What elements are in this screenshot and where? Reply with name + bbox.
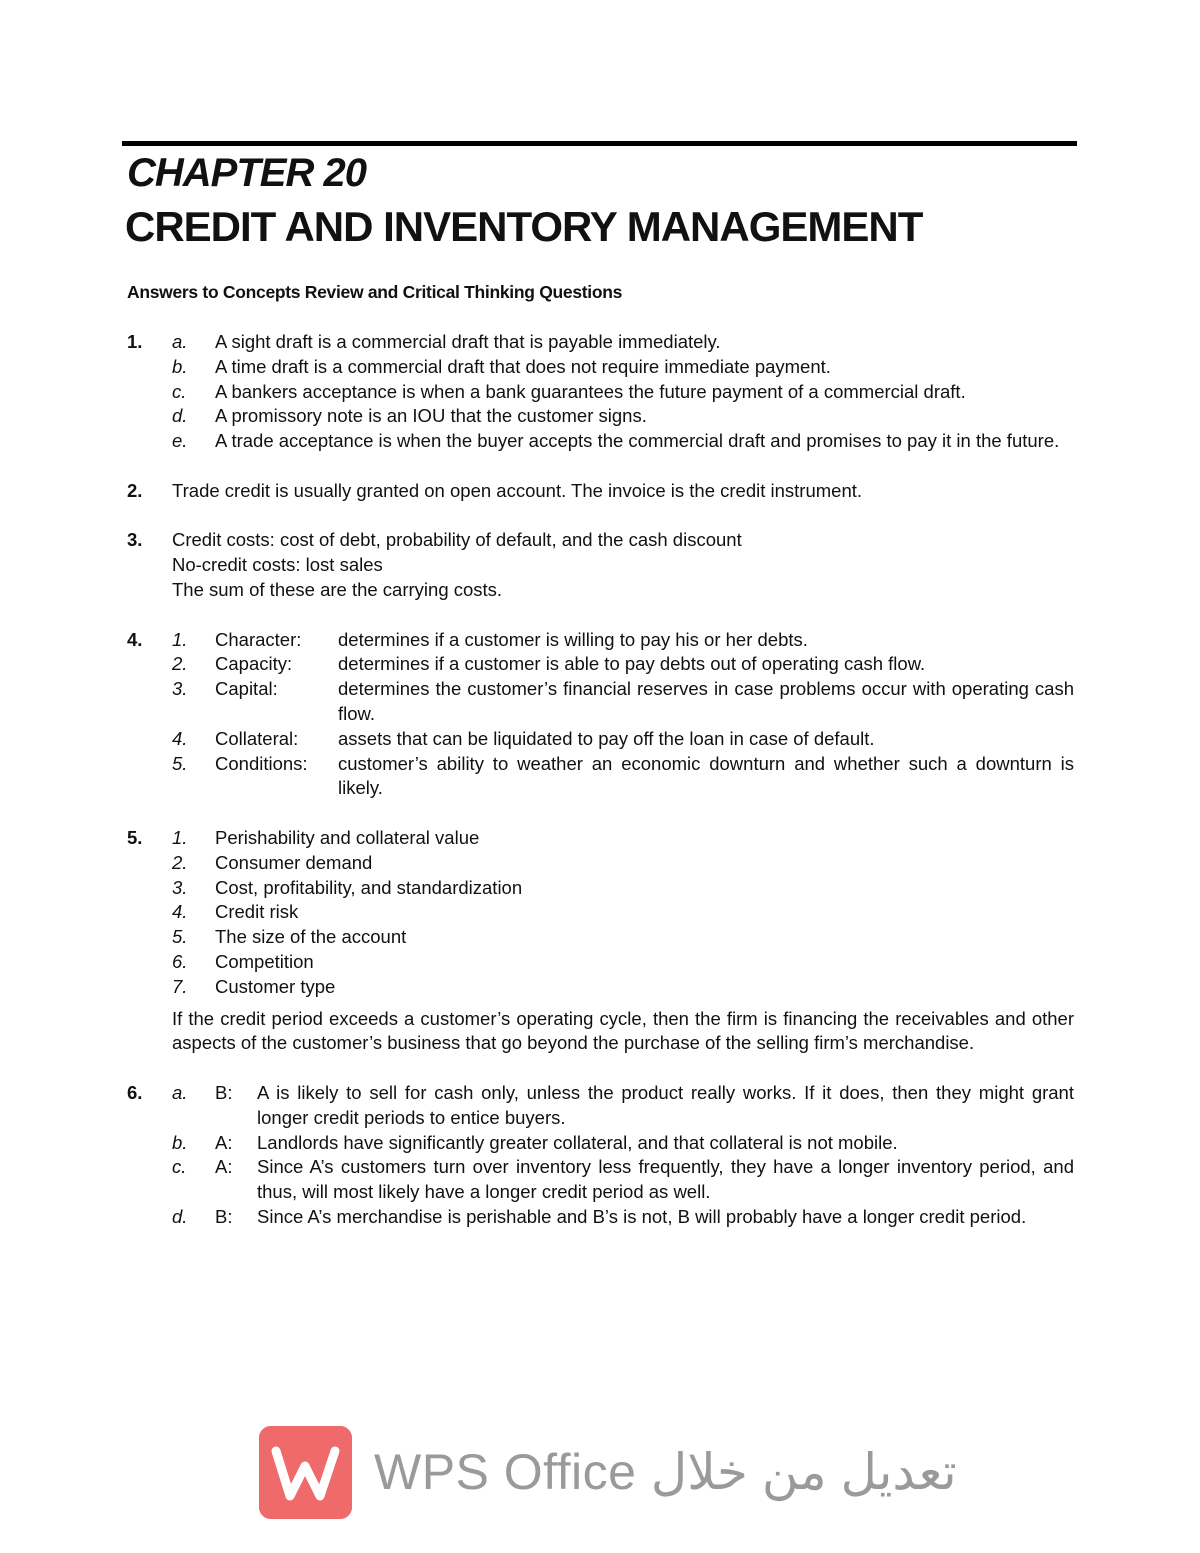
question-5: [127, 826, 1074, 1056]
list-item: 4. Collateral: assets that can be liquidated to pay off the loan in case of default.: [172, 727, 875, 749]
question-3: [127, 528, 1074, 602]
chapter-number: CHAPTER 20: [127, 151, 366, 195]
list-item: e. A trade acceptance is when the buyer accepts the commercial draft and promises to pay it in the future.: [172, 430, 1060, 452]
question-number: 4.: [127, 628, 143, 650]
answer-line: No-credit costs: lost sales: [172, 554, 383, 576]
chapter-title: CREDIT AND INVENTORY MANAGEMENT: [125, 203, 923, 250]
question-number: 6.: [127, 1081, 143, 1103]
list-item: b. A: Landlords have significantly greater collateral, and that collateral is not mobile.: [172, 1131, 898, 1153]
list-item: 6. Competition: [172, 950, 314, 972]
list-item: a. A sight draft is a commercial draft that is payable immediately.: [172, 331, 721, 352]
question-number: 3.: [127, 529, 143, 551]
list-item: 5. The size of the account: [172, 926, 407, 948]
question-number: 1.: [127, 331, 143, 352]
question-4: [127, 628, 1074, 802]
list-item: 2. Consumer demand: [172, 851, 373, 873]
answers-content: [127, 330, 1074, 1254]
list-item: 7. Customer type: [172, 975, 336, 997]
list-item: d. A promissory note is an IOU that the customer signs.: [172, 405, 647, 427]
answer-line: The sum of these are the carrying costs.: [172, 578, 503, 600]
wps-w-icon: [259, 1426, 352, 1519]
question-2: [127, 479, 1074, 504]
list-item: d. B: Since A’s merchandise is perishable and B’s is not, B will probably have a longer credit period.: [172, 1205, 1027, 1227]
list-item: c. A: Since A’s customers turn over inventory less frequently, they have a longer inventory period, and thus, will most likely have a longer credit period as well.: [172, 1156, 1074, 1203]
list-item: 5. Conditions: customer’s ability to weather an economic downturn and whether such a downturn is likely.: [172, 752, 1074, 799]
wps-watermark: [259, 1424, 999, 1520]
wps-logo-icon: [259, 1426, 352, 1519]
list-item: 4. Credit risk: [172, 901, 299, 923]
header-rule: [122, 141, 1077, 146]
list-item: c. A bankers acceptance is when a bank guarantees the future payment of a commercial draft.: [172, 380, 966, 402]
question-number: 2.: [127, 479, 143, 501]
list-item: 3. Cost, profitability, and standardization: [172, 876, 523, 898]
answer-text: Trade credit is usually granted on open account. The invoice is the credit instrument.: [172, 479, 863, 501]
list-item: 1. Perishability and collateral value: [172, 826, 480, 848]
list-item: 1. Character: determines if a customer is willing to pay his or her debts.: [172, 628, 808, 650]
question-6: [127, 1081, 1074, 1230]
answer-paragraph: If the credit period exceeds a customer’s operating cycle, then the firm is financing the receivables and other aspects of the customer’s business that go beyond the purchase of the selling firm’s merchandise.: [172, 1007, 1074, 1054]
list-item: 2. Capacity: determines if a customer is able to pay debts out of operating cash flow.: [172, 653, 926, 675]
section-subtitle: Answers to Concepts Review and Critical Thinking Questions: [127, 282, 623, 302]
list-item: 3. Capital: determines the customer’s financial reserves in case problems occur with operating cash flow.: [172, 678, 1074, 724]
question-1: [127, 330, 1074, 454]
question-number: 5.: [127, 826, 143, 848]
answer-line: Credit costs: cost of debt, probability of default, and the cash discount: [172, 529, 742, 551]
wps-watermark-text: WPS Office تعديل من خلال: [374, 1444, 957, 1500]
list-item: a. B: A is likely to sell for cash only, unless the product really works. If it does, then they might grant longer credit periods to entice buyers.: [172, 1081, 1074, 1128]
list-item: b. A time draft is a commercial draft that does not require immediate payment.: [172, 355, 831, 377]
